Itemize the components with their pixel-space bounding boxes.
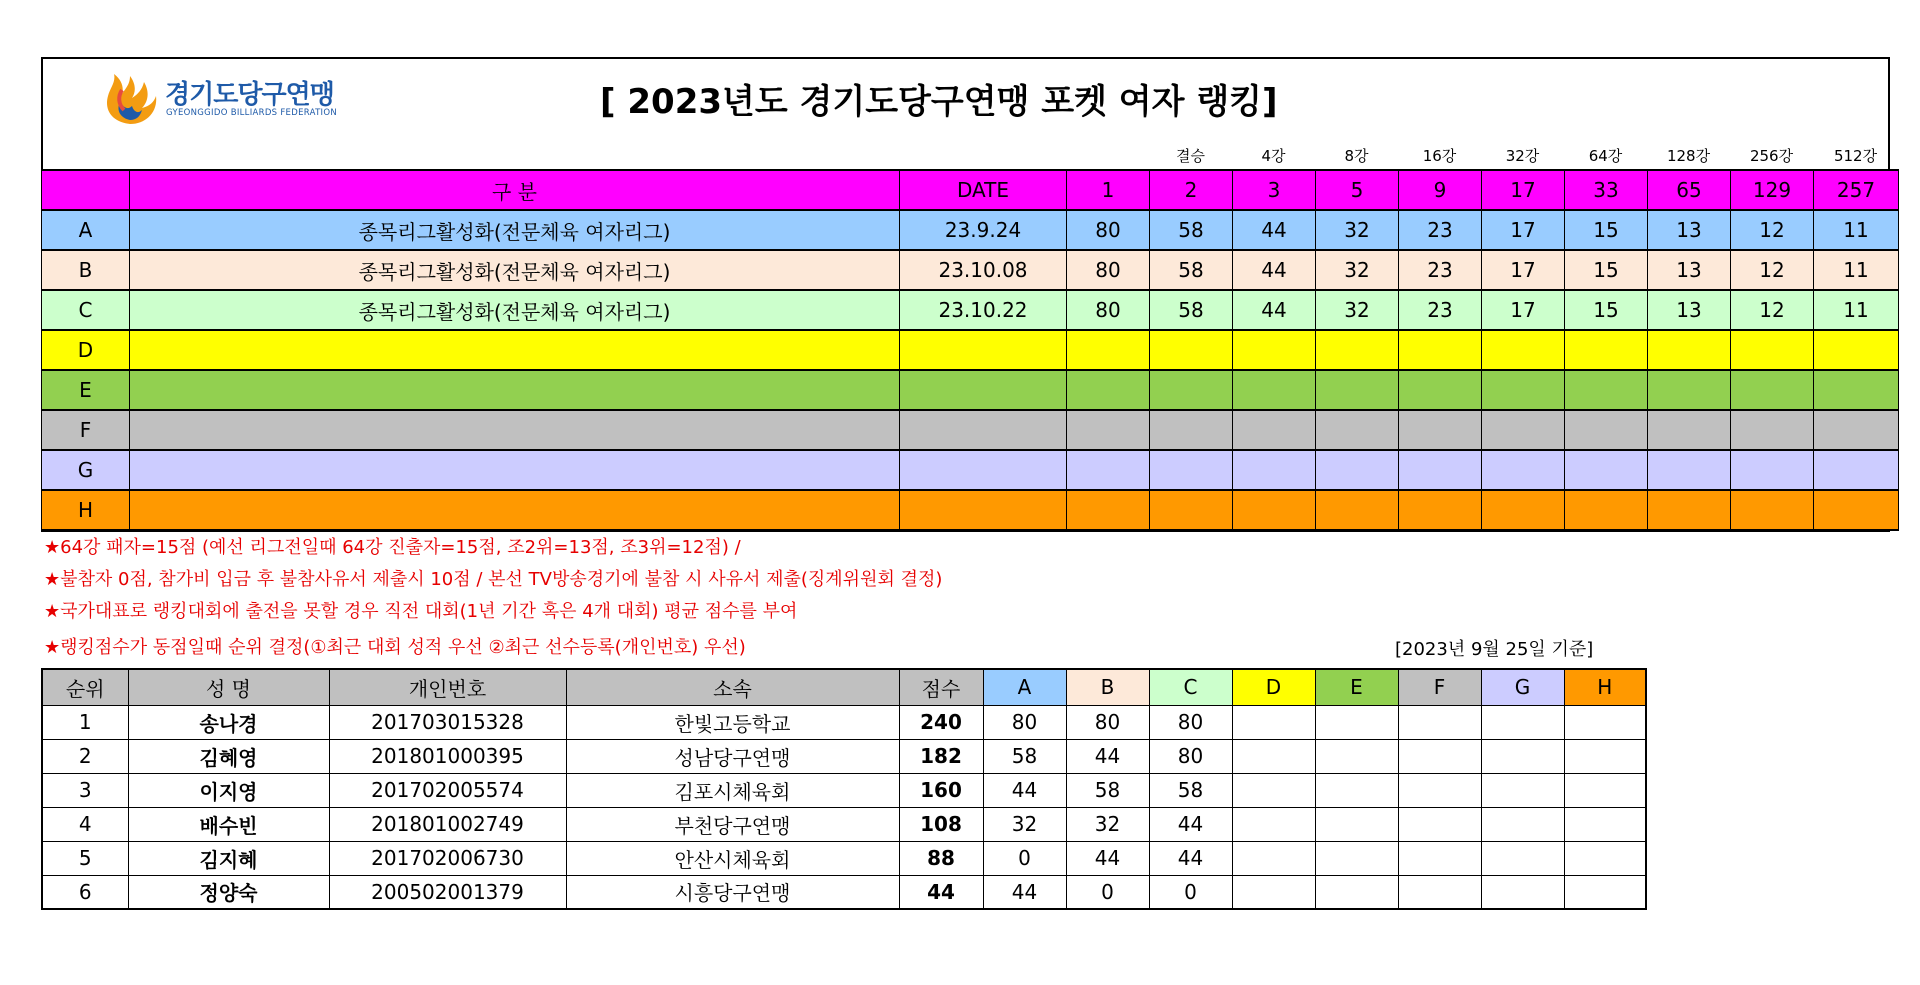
event-score-cell [1481,705,1564,739]
event-score-cell [1232,773,1315,807]
id-cell: 201801002749 [329,807,566,841]
header-place: 2 [1150,170,1233,210]
event-score-cell: 0 [1066,875,1149,909]
event-points [1150,490,1233,530]
header-place: 1 [1067,170,1150,210]
event-name [130,410,900,450]
event-points: 13 [1648,250,1731,290]
header-place: 65 [1648,170,1731,210]
schedule-row [42,250,1899,290]
event-name [130,490,900,530]
event-points [1233,410,1316,450]
header-event: A [983,669,1066,705]
rules-notes [44,532,942,664]
ranking-header-row [42,669,1646,705]
score-cell: 44 [899,875,983,909]
event-score-cell: 80 [1066,705,1149,739]
table-row [42,773,1646,807]
schedule-row [42,490,1899,530]
event-score-cell: 80 [983,705,1066,739]
event-score-cell [1564,739,1646,773]
event-points [1399,330,1482,370]
event-points [1150,410,1233,450]
event-score-cell: 44 [1149,807,1232,841]
event-score-cell [1232,841,1315,875]
event-score-cell: 44 [983,875,1066,909]
event-points: 13 [1648,210,1731,250]
event-name: 종목리그활성화(전문체육 여자리그) [130,250,900,290]
name-cell: 김지혜 [128,841,329,875]
header-category: 구 분 [130,170,900,210]
header-event: C [1149,669,1232,705]
header-place: 9 [1399,170,1482,210]
event-score-cell [1481,739,1564,773]
event-points [1067,410,1150,450]
event-code: B [42,250,130,290]
level-label: 256강 [1749,147,1794,165]
event-date [900,330,1067,370]
event-points [1316,450,1399,490]
event-points [1399,370,1482,410]
event-score-cell [1315,773,1398,807]
level-label: 64강 [1588,147,1623,165]
event-points: 44 [1233,290,1316,330]
header-event: D [1232,669,1315,705]
event-points [1150,330,1233,370]
event-points [1150,450,1233,490]
event-points [1482,410,1565,450]
event-points: 80 [1067,250,1150,290]
event-points: 58 [1150,250,1233,290]
ranking-table [41,668,1647,910]
event-score-cell [1481,841,1564,875]
event-date [900,370,1067,410]
event-points: 44 [1233,250,1316,290]
event-points: 23 [1399,250,1482,290]
header-rank: 순위 [42,669,128,705]
event-points [1067,490,1150,530]
header-club: 소속 [566,669,899,705]
event-score-cell: 58 [983,739,1066,773]
schedule-row [42,330,1899,370]
event-score-cell: 44 [1066,841,1149,875]
event-date: 23.10.22 [900,290,1067,330]
event-score-cell [1564,841,1646,875]
event-points: 17 [1482,210,1565,250]
club-cell: 시흥당구연맹 [566,875,899,909]
event-points: 23 [1399,210,1482,250]
event-points [1399,490,1482,530]
event-score-cell [1232,705,1315,739]
event-points: 12 [1731,290,1814,330]
note-line: ★랭킹점수가 동점일때 순위 결정(①최근 대회 성적 우선 ②최근 선수등록(개인번호) 우선) [44,637,746,658]
event-code: E [42,370,130,410]
event-points [1067,370,1150,410]
logo-subtitle: GYEONGGIDO BILLIARDS FEDERATION [166,108,338,118]
event-name: 종목리그활성화(전문체육 여자리그) [130,290,900,330]
event-score-cell: 32 [983,807,1066,841]
event-score-cell: 58 [1149,773,1232,807]
schedule-header-row [42,170,1899,210]
event-points [1233,370,1316,410]
header-blank-cell [42,170,130,210]
event-score-cell: 32 [1066,807,1149,841]
event-score-cell [1564,875,1646,909]
event-points [1648,450,1731,490]
event-points [1814,410,1899,450]
event-points [1482,450,1565,490]
table-row [42,807,1646,841]
event-date: 23.10.08 [900,250,1067,290]
level-label: 8강 [1344,147,1369,165]
event-score-cell [1398,705,1481,739]
id-cell: 201702005574 [329,773,566,807]
schedule-row [42,370,1899,410]
event-score-cell [1481,773,1564,807]
header-place: 257 [1814,170,1899,210]
event-points: 11 [1814,290,1899,330]
rank-cell: 6 [42,875,128,909]
rank-cell: 5 [42,841,128,875]
event-points: 58 [1150,210,1233,250]
name-cell: 이지영 [128,773,329,807]
event-points [1316,490,1399,530]
event-points [1565,450,1648,490]
id-cell: 200502001379 [329,875,566,909]
event-date [900,490,1067,530]
event-name [130,330,900,370]
event-points: 11 [1814,250,1899,290]
rank-cell: 4 [42,807,128,841]
header-place: 3 [1233,170,1316,210]
event-points [1316,370,1399,410]
rank-cell: 3 [42,773,128,807]
event-score-cell [1232,875,1315,909]
table-row [42,841,1646,875]
event-name: 종목리그활성화(전문체육 여자리그) [130,210,900,250]
event-points: 12 [1731,250,1814,290]
level-label: 512강 [1833,147,1878,165]
event-name [130,370,900,410]
event-points: 32 [1316,250,1399,290]
note-line: ★64강 패자=15점 (예선 리그전일때 64강 진출자=15점, 조2위=13점, 조3위=12점) / [44,537,741,558]
flame-logo-icon [100,72,160,127]
name-cell: 김혜영 [128,739,329,773]
event-score-cell [1315,875,1398,909]
event-points [1565,370,1648,410]
event-score-cell [1315,807,1398,841]
event-date [900,410,1067,450]
event-points [1565,410,1648,450]
event-score-cell [1481,875,1564,909]
score-cell: 108 [899,807,983,841]
note-line: ★불참자 0점, 참가비 입금 후 불참사유서 제출시 10점 / 본선 TV방송경기에 불참 시 사유서 제출(징계위원회 결정) [44,569,943,590]
event-score-cell [1398,773,1481,807]
event-score-cell: 0 [983,841,1066,875]
name-cell: 송나경 [128,705,329,739]
event-points [1814,370,1899,410]
header-event: E [1315,669,1398,705]
event-points [1233,490,1316,530]
header-place: 5 [1316,170,1399,210]
level-label: 4강 [1261,147,1286,165]
header-event: F [1398,669,1481,705]
event-points: 44 [1233,210,1316,250]
header-event: B [1066,669,1149,705]
header-event: H [1564,669,1646,705]
event-points [1565,330,1648,370]
event-points: 58 [1150,290,1233,330]
club-cell: 안산시체육회 [566,841,899,875]
event-points: 11 [1814,210,1899,250]
event-code: D [42,330,130,370]
level-label: 32강 [1505,147,1540,165]
logo-name: 경기도당구연맹 [165,80,334,110]
event-points [1731,490,1814,530]
schedule-row [42,210,1899,250]
event-points: 80 [1067,210,1150,250]
event-points [1731,370,1814,410]
event-score-cell [1315,705,1398,739]
event-points [1316,330,1399,370]
header-place: 129 [1731,170,1814,210]
event-points [1150,370,1233,410]
event-points: 17 [1482,250,1565,290]
event-points [1565,490,1648,530]
event-score-cell [1398,875,1481,909]
event-score-cell [1481,807,1564,841]
event-score-cell [1398,807,1481,841]
event-points [1814,450,1899,490]
event-points [1067,450,1150,490]
rank-cell: 2 [42,739,128,773]
level-label: 16강 [1422,147,1457,165]
rank-cell: 1 [42,705,128,739]
name-cell: 정양숙 [128,875,329,909]
level-label: 128강 [1666,147,1711,165]
event-points [1731,450,1814,490]
event-score-cell [1564,807,1646,841]
event-points: 13 [1648,290,1731,330]
id-cell: 201703015328 [329,705,566,739]
event-points [1233,330,1316,370]
tournament-schedule-table [41,169,1899,531]
event-points: 32 [1316,290,1399,330]
event-points [1814,490,1899,530]
header-date: DATE [900,170,1067,210]
event-score-cell: 80 [1149,739,1232,773]
event-code: F [42,410,130,450]
event-points: 17 [1482,290,1565,330]
event-points [1731,410,1814,450]
score-cell: 182 [899,739,983,773]
federation-logo [100,72,370,127]
event-date: 23.9.24 [900,210,1067,250]
event-points: 80 [1067,290,1150,330]
event-score-cell [1232,807,1315,841]
event-points: 32 [1316,210,1399,250]
event-code: C [42,290,130,330]
event-points: 23 [1399,290,1482,330]
event-score-cell: 44 [983,773,1066,807]
event-points [1399,450,1482,490]
event-points [1233,450,1316,490]
schedule-row [42,290,1899,330]
name-cell: 배수빈 [128,807,329,841]
event-score-cell: 44 [1149,841,1232,875]
event-points: 15 [1565,250,1648,290]
header-place: 17 [1482,170,1565,210]
event-points: 12 [1731,210,1814,250]
event-score-cell: 0 [1149,875,1232,909]
header-id: 개인번호 [329,669,566,705]
event-points [1482,370,1565,410]
event-points [1648,490,1731,530]
event-points [1814,330,1899,370]
event-date [900,450,1067,490]
event-points: 15 [1565,210,1648,250]
event-points [1482,330,1565,370]
id-cell: 201702006730 [329,841,566,875]
event-code: H [42,490,130,530]
header-score: 점수 [899,669,983,705]
event-points [1648,370,1731,410]
event-score-cell [1398,841,1481,875]
table-row [42,739,1646,773]
event-score-cell [1315,841,1398,875]
score-cell: 160 [899,773,983,807]
note-line: ★국가대표로 랭킹대회에 출전을 못할 경우 직전 대회(1년 기간 혹은 4개 대회) 평균 점수를 부여 [44,601,798,622]
event-points [1731,330,1814,370]
club-cell: 김포시체육회 [566,773,899,807]
score-cell: 240 [899,705,983,739]
event-score-cell: 44 [1066,739,1149,773]
event-points [1316,410,1399,450]
event-points [1067,330,1150,370]
club-cell: 한빛고등학교 [566,705,899,739]
event-score-cell [1564,773,1646,807]
score-cell: 88 [899,841,983,875]
table-row [42,875,1646,909]
level-label: 결승 [1176,147,1205,165]
schedule-row [42,410,1899,450]
club-cell: 성남당구연맹 [566,739,899,773]
event-score-cell [1232,739,1315,773]
event-points [1482,490,1565,530]
page-title: [ 2023년도 경기도당구연맹 포켓 여자 랭킹] [600,82,1278,122]
event-points [1648,330,1731,370]
header-name: 성 명 [128,669,329,705]
event-code: G [42,450,130,490]
event-name [130,450,900,490]
event-score-cell [1564,705,1646,739]
event-points: 15 [1565,290,1648,330]
event-code: A [42,210,130,250]
event-score-cell [1398,739,1481,773]
id-cell: 201801000395 [329,739,566,773]
header-place: 33 [1565,170,1648,210]
table-row [42,705,1646,739]
header-event: G [1481,669,1564,705]
basis-date: [2023년 9월 25일 기준] [1395,639,1594,660]
event-score-cell: 80 [1149,705,1232,739]
schedule-row [42,450,1899,490]
club-cell: 부천당구연맹 [566,807,899,841]
event-score-cell: 58 [1066,773,1149,807]
event-score-cell [1315,739,1398,773]
event-points [1648,410,1731,450]
event-points [1399,410,1482,450]
